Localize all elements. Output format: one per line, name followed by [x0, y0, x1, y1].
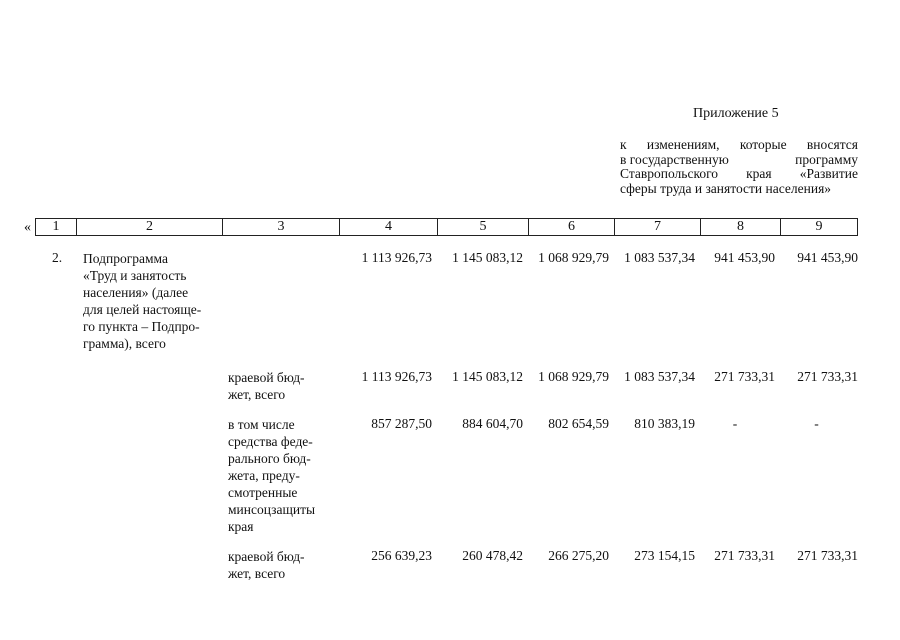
- source-line: в том числе: [228, 417, 295, 432]
- value-cell: 857 287,50: [371, 416, 432, 431]
- value-cell: 810 383,19: [634, 416, 695, 431]
- funding-source: [228, 369, 333, 403]
- column-header-7: 7: [615, 219, 701, 236]
- source-line: жета, преду-: [228, 468, 300, 483]
- value-cell: 1 083 537,34: [624, 369, 695, 384]
- subtitle-word: к: [620, 137, 627, 152]
- value-cell: 271 733,31: [714, 369, 775, 384]
- value-cell: 266 275,20: [548, 548, 609, 563]
- source-line: краевой бюд-: [228, 549, 305, 564]
- source-line: жет, всего: [228, 566, 286, 581]
- name-line: населения» (далее: [83, 285, 189, 300]
- column-header-5: 5: [438, 219, 529, 236]
- funding-source: [228, 416, 333, 535]
- source-line: минсоцзащиты: [228, 502, 316, 517]
- source-line: жет, всего: [228, 387, 286, 402]
- name-line: «Труд и занятость: [83, 268, 187, 283]
- subtitle-line: [620, 153, 858, 168]
- column-header-8: 8: [701, 219, 781, 236]
- value-cell: -: [732, 416, 738, 431]
- value-cell: 1 068 929,79: [538, 369, 609, 384]
- column-header-4: 4: [340, 219, 438, 236]
- column-header-2: 2: [77, 219, 223, 236]
- value-cell: 941 453,90: [714, 250, 775, 265]
- open-quote-mark: «: [24, 220, 31, 235]
- value-cell: 271 733,31: [714, 548, 775, 563]
- source-line: края: [228, 519, 254, 534]
- subtitle-word: которые: [739, 137, 787, 152]
- name-line: грамма), всего: [83, 336, 166, 351]
- name-line: для целей настояще-: [83, 302, 202, 317]
- subtitle-word: сферы труда и занятости населения»: [620, 180, 832, 196]
- value-cell: 884 604,70: [462, 416, 523, 431]
- column-header-9: 9: [781, 219, 858, 236]
- value-cell: 1 083 537,34: [624, 250, 695, 265]
- appendix-title: Приложение 5: [693, 106, 779, 121]
- value-cell: 1 113 926,73: [361, 250, 432, 265]
- column-header-1: 1: [36, 219, 77, 236]
- row-number: 2.: [52, 250, 63, 265]
- value-cell: 941 453,90: [797, 250, 858, 265]
- column-number-header: [35, 218, 858, 236]
- subtitle-word: края: [746, 166, 772, 181]
- funding-source: [228, 548, 333, 582]
- value-cell: 260 478,42: [462, 548, 523, 563]
- value-cell: -: [814, 416, 819, 431]
- value-cell: 1 145 083,12: [452, 369, 523, 384]
- value-cell: 256 639,23: [371, 548, 432, 563]
- appendix-subtitle: [620, 138, 858, 196]
- value-cell: 1 145 083,12: [452, 250, 523, 265]
- name-line: Подпрограмма: [83, 251, 168, 266]
- column-header-6: 6: [529, 219, 615, 236]
- subtitle-word: в государственную: [620, 151, 729, 167]
- column-header-3: 3: [223, 219, 340, 236]
- subprogram-name: [83, 250, 216, 352]
- value-cell: 271 733,31: [797, 548, 858, 563]
- value-cell: 1 113 926,73: [361, 369, 432, 384]
- source-line: рального бюд-: [228, 451, 311, 466]
- subtitle-word: «Развитие: [799, 166, 858, 181]
- source-line: смотренные: [228, 485, 298, 500]
- subtitle-line: [620, 182, 858, 197]
- subtitle-word: изменениям,: [646, 137, 720, 152]
- subtitle-word: вносятся: [806, 137, 858, 152]
- name-line: го пункта – Подпро-: [83, 319, 200, 334]
- value-cell: 802 654,59: [548, 416, 609, 431]
- source-line: краевой бюд-: [228, 370, 305, 385]
- subtitle-word: программу: [795, 151, 858, 167]
- source-line: средства феде-: [228, 434, 313, 449]
- subtitle-line: [620, 167, 858, 182]
- value-cell: 1 068 929,79: [538, 250, 609, 265]
- value-cell: 273 154,15: [634, 548, 695, 563]
- value-cell: 271 733,31: [797, 369, 858, 384]
- subtitle-word: Ставропольского: [620, 166, 719, 181]
- subtitle-line: [620, 138, 858, 153]
